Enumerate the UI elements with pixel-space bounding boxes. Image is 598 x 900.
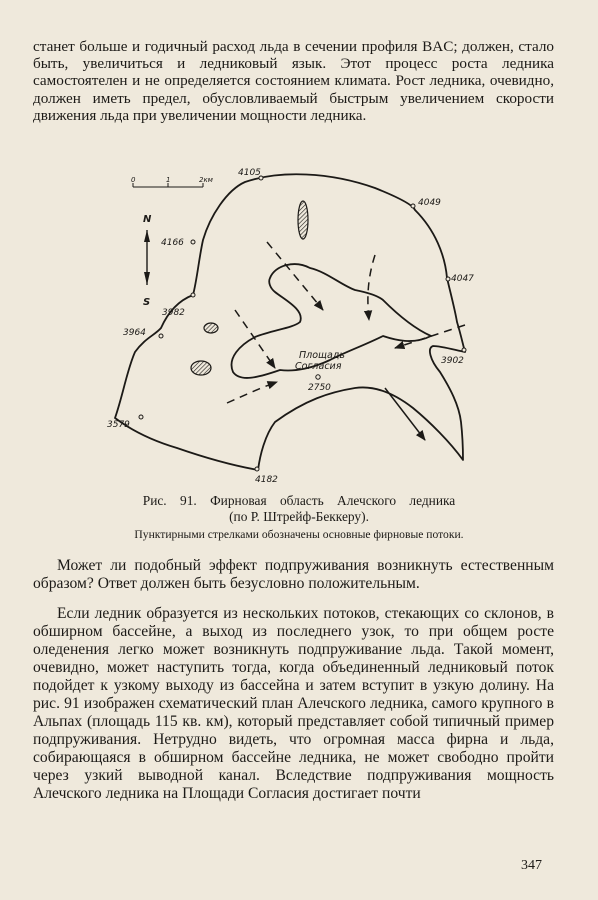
elevation-label: 4182	[255, 475, 278, 485]
firn-flow-arrows	[227, 242, 465, 403]
peak-marker	[411, 204, 415, 208]
south-label: S	[143, 297, 151, 308]
glacier-outline	[115, 174, 465, 470]
paragraph-1: станет больше и годичный расход льда в сечении профиля BAC; должен, стало быть, увеличиться и ледниковый язык. Этот процесс роста ледника самостоятелен и не определяется состоянием климата. Рост ледника, очевидно, должен иметь предел, обусловливаемый быстрым увеличением скорости движения льда при увеличении мощности ледника.	[33, 38, 554, 124]
scale-label-0: 0	[131, 176, 136, 184]
paragraph-3: Если ледник образуется из нескольких потоков, стекающих со склонов, в обширном бассейне, а выход из последнего узок, то при общем росте оледенения легко может возникнуть подпруживание льда. Такой момент, очевидно, может наступить тогда, когда объединенный ледниковый поток подойдет к узкому выходу из бассейна и затем вступит в узкую долину. На рис. 91 изображен схематический план Алечского ледника, самого крупного в Альпах (площадь 115 кв. км), который представляет собой типичный пример подпруживания. Нетрудно видеть, что огромная масса фирна и льда, собирающаяся в обширном бассейне ледника, не может свободно пройти через узкий выводной канал. Вследствие подпруживания мощность Алечского ледника на Площади Согласия достигает почти	[33, 605, 554, 802]
elevation-label: 3579	[107, 420, 130, 430]
firn-flow-arrow	[227, 382, 277, 403]
peak-marker	[446, 277, 450, 281]
paragraph-2: Может ли подобный эффект подпруживания возникнуть естественным образом? Ответ должен быть безусловно положительным.	[33, 557, 554, 592]
place-label-line1: Площадь	[299, 350, 345, 361]
scale-bar	[131, 176, 214, 187]
concordia-marker	[316, 375, 320, 379]
nunatak-north	[298, 201, 308, 239]
peak-marker	[191, 240, 195, 244]
firn-flow-arrow	[267, 242, 323, 310]
elevation-label: 3902	[441, 356, 464, 366]
firn-flow-arrow	[235, 310, 275, 368]
peak-marker	[139, 415, 143, 419]
elevation-label: 4166	[161, 238, 184, 248]
north-label: N	[143, 214, 152, 225]
caption-title-line2: (по Р. Штрейф-Беккеру).	[229, 509, 369, 524]
scale-label-2: 2км	[199, 176, 213, 184]
figure-caption	[60, 493, 538, 542]
elevation-label: 3964	[123, 328, 146, 338]
place-elevation-label: 2750	[308, 383, 331, 393]
page-number: 347	[521, 858, 542, 873]
caption-title-line1: Рис. 91. Фирновая область Алечского ледника	[142, 493, 456, 508]
nunatak-west	[204, 323, 218, 333]
place-label-line2: Согласия	[295, 361, 342, 372]
elevation-label: 3982	[162, 308, 185, 318]
peak-marker	[191, 293, 195, 297]
peak-marker	[255, 467, 259, 471]
peak-marker	[159, 334, 163, 338]
elevation-label: 4049	[418, 198, 441, 208]
scale-label-1: 1	[166, 176, 171, 184]
compass	[143, 214, 152, 308]
aletsch-glacier-map	[95, 160, 495, 485]
firn-flow-arrow	[368, 255, 375, 320]
peak-marker	[462, 348, 466, 352]
nunatak-southwest	[191, 361, 211, 375]
caption-subtitle: Пунктирными стрелками обозначены основные фирновые потоки.	[134, 528, 464, 541]
elevation-label: 4105	[238, 168, 261, 178]
elevation-label: 4047	[451, 274, 474, 284]
